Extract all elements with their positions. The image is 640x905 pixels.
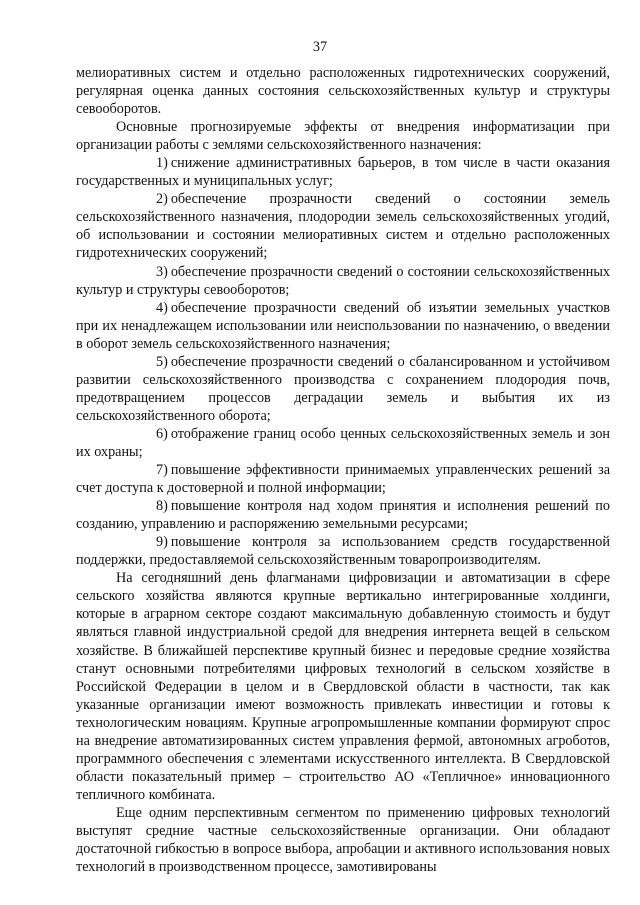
list-item-number: 4) xyxy=(156,299,168,316)
list-item-number: 9) xyxy=(156,534,168,551)
list-item-3 xyxy=(76,263,610,299)
list-item-number: 6) xyxy=(156,425,168,442)
list-item-number: 8) xyxy=(156,498,168,515)
list-item-text: обеспечение прозрачности сведений о сбалансированном и устойчивом развитии сельскохозяйственного производства с сохранением плодородия почв, предотвращением процессов деградации земель и выбытия их из сельскохозяйственного оборота; xyxy=(76,353,610,424)
list-item-4 xyxy=(76,299,610,353)
body-text xyxy=(76,64,610,876)
paragraph-continuation: мелиоративных систем и отдельно расположенных гидротехнических сооружений, регулярная оценка данных состояния сельскохозяйственных культур и структуры севооборотов. xyxy=(76,65,610,118)
list-item-text: обеспечение прозрачности сведений о состоянии сельскохозяйственных культур и структуры севооборотов; xyxy=(76,263,610,298)
list-item-text: отображение границ особо ценных сельскохозяйственных земель и зон их охраны; xyxy=(76,425,610,460)
list-item-text: повышение контроля за использованием средств государственной поддержки, предоставляемой сельскохозяйственным товаропроизводителям. xyxy=(76,534,610,569)
list-item-number: 7) xyxy=(156,462,168,479)
list-item-text: повышение контроля над ходом принятия и исполнения решений по созданию, управлению и распоряжению земельными ресурсами; xyxy=(76,498,610,533)
list-item-number: 1) xyxy=(156,155,168,172)
list-item-5 xyxy=(76,353,610,425)
list-item-number: 2) xyxy=(156,191,168,208)
list-item-text: снижение административных барьеров, в том числе в части оказания государственных и муниципальных услуг; xyxy=(76,155,610,190)
paragraph-medium-farms: Еще одним перспективным сегментом по применению цифровых технологий выступят средние частные сельскохозяйственные организации. Они обладают достаточной гибкостью в вопросе выбора, апробации и активного использования новых технологий в производственном процессе, замотивированы xyxy=(76,804,610,876)
list-item-text: обеспечение прозрачности сведений об изъятии земельных участков при их ненадлежащем использовании или неиспользовании по назначению, о введении в оборот земель сельскохозяйственного назначения; xyxy=(76,299,610,352)
list-item-2 xyxy=(76,190,610,262)
list-item-text: обеспечение прозрачности сведений о состоянии земель сельскохозяйственного назначения, плодородии земель сельскохозяйственных угодий, об использовании и состоянии мелиоративных систем и отдельно расположенных гидротехнических сооружений; xyxy=(76,191,610,262)
list-item-number: 3) xyxy=(156,263,168,280)
list-item-7 xyxy=(76,461,610,497)
list-item-6 xyxy=(76,425,610,461)
list-item-1 xyxy=(76,154,610,190)
list-item-number: 5) xyxy=(156,353,168,370)
page-number: 37 xyxy=(312,39,328,55)
list-item-9 xyxy=(76,533,610,569)
list-item-text: повышение эффективности принимаемых управленческих решений за счет доступа к достоверной и полной информации; xyxy=(76,462,610,497)
paragraph-intro-effects: Основные прогнозируемые эффекты от внедрения информатизации при организации работы с землями сельскохозяйственного назначения: xyxy=(76,119,610,154)
paragraph-flagships: На сегодняшний день флагманами цифровизации и автоматизации в сфере сельского хозяйства являются крупные вертикально интегрированные холдинги, которые в аграрном секторе создают максимальную добавленную стоимость и будут являться главной индустриальной средой для внедрения интернета вещей в сельском хозяйстве. В ближайшей перспективе крупный бизнес и передовые средние хозяйства станут основными потребителями цифровых технологий в сельском хозяйстве в Российской Федерации в целом и в Свердловской области в частности, так как указанные организации имеют возможность привлекать инвестиции и готовы к технологическим новациям. Крупные агропромышленные компании формируют спрос на внедрение автоматизированных систем управления фермой, автономных агроботов, программного обеспечения с элементами искусственного интеллекта. В Свердловской области показательный пример – строительство АО «Тепличное» инновационного тепличного комбината. xyxy=(76,570,610,803)
list-item-8 xyxy=(76,497,610,533)
